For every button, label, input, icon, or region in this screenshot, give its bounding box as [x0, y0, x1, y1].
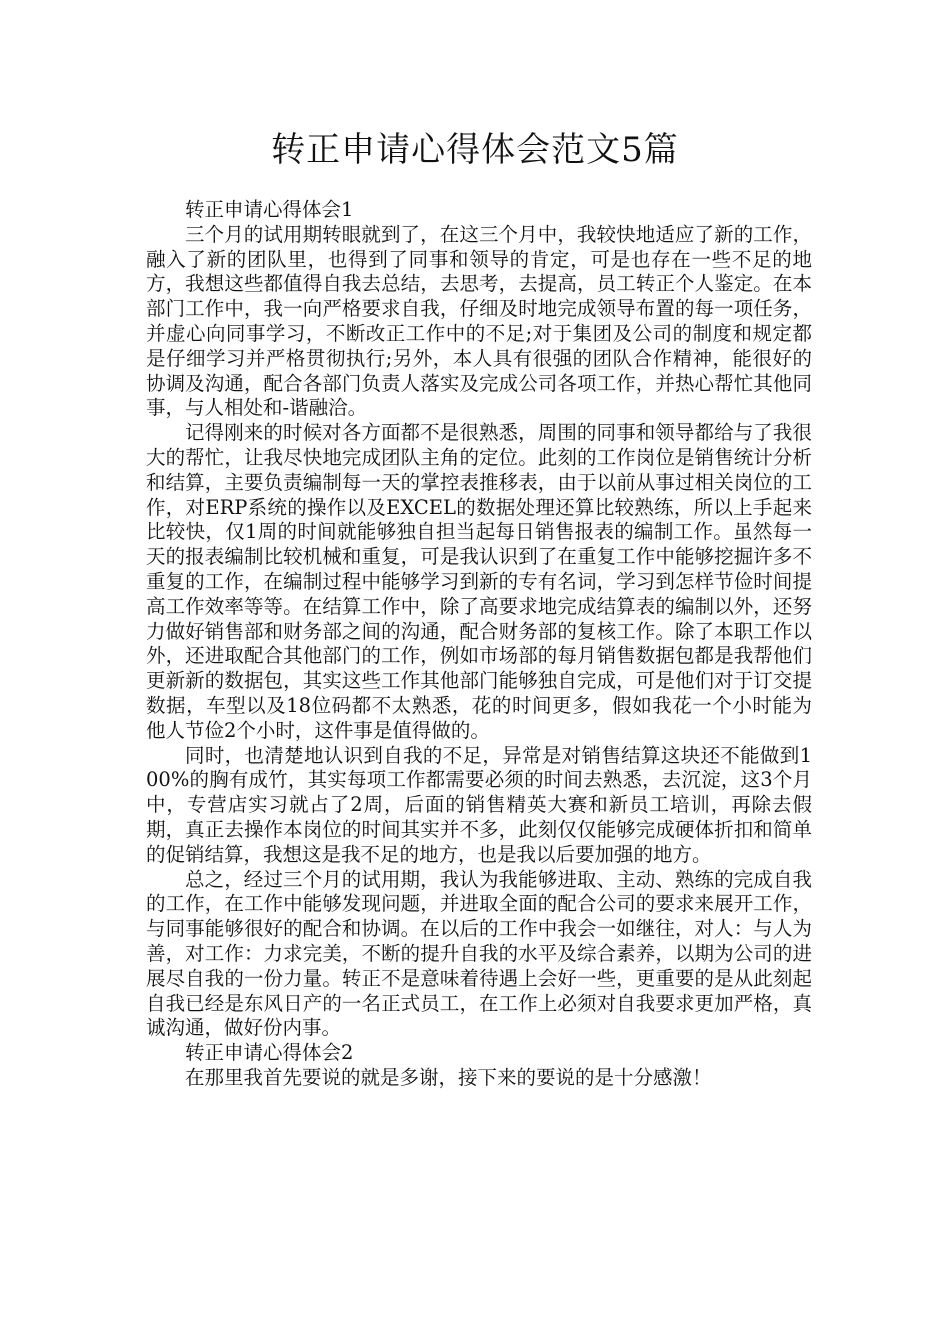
section-heading-1: 转正申请心得体会1 — [185, 198, 354, 221]
paragraph: 同时，也清楚地认识到自我的不足，异常是对销售结算这块还不能做到100%的胸有成竹，其实每项工作都需要必须的时间去熟悉，去沉淀，这3个月中，专营店实习就占了2周，后面的销售精英大赛和新员工培训，再除去假期，真正去操作本岗位的时间其实并不多，此刻仅仅能够完成硬体折扣和简单的促销结算，我想这是我不足的地方，也是我以后要加强的地方。 — [146, 743, 812, 866]
section-heading-2: 转正申请心得体会2 — [185, 1041, 354, 1065]
paragraph: 在那里我首先要说的就是多谢，接下来的要说的是十分感激！ — [185, 1065, 712, 1089]
document-body — [146, 198, 812, 1091]
paragraph: 三个月的试用期转眼就到了，在这三个月中，我较快地适应了新的工作，融入了新的团队里，也得到了同事和领导的肯定，可是也存在一些不足的地方，我想这些都值得自我去总结，去思考，去提高，员工转正个人鉴定。在本部门工作中，我一向严格要求自我，仔细及时地完成领导布置的每一项任务，并虚心向同事学习，不断改正工作中的不足;对于集团及公司的制度和规定都是仔细学习并严格贯彻执行;另外，本人具有很强的团队合作精神，能很好的协调及沟通，配合各部门负责人落实及完成公司各项工作，并热心帮忙其他同事，与人相处和-谐融洽。 — [146, 222, 812, 420]
paragraph: 记得刚来的时候对各方面都不是很熟悉，周围的同事和领导都给与了我很大的帮忙，让我尽快地完成团队主角的定位。此刻的工作岗位是销售统计分析和结算，主要负责编制每一天的掌控表推移表，由于以前从事过相关岗位的工作，对ERP系统的操作以及EXCEL的数据处理还算比较熟练，所以上手起来比较快，仅1周的时间就能够独自担当起每日销售报表的编制工作。虽然每一天的报表编制比较机械和重复，可是我认识到了在重复工作中能够挖掘许多不重复的工作，在编制过程中能够学习到新的专有名词，学习到怎样节俭时间提高工作效率等等。在结算工作中，除了高要求地完成结算表的编制以外，还努力做好销售部和财务部之间的沟通，配合财务部的复核工作。除了本职工作以外，还进取配合其他部门的工作，例如市场部的每月销售数据包都是我帮他们更新新的数据包，其实这些工作其他部门能够独自完成，可是他们对于订交提数据，车型以及18位码都不太熟悉，花的时间更多，假如我花一个小时能为他人节俭2个小时，这件事是值得做的。 — [146, 421, 812, 742]
paragraph: 总之，经过三个月的试用期，我认为我能够进取、主动、熟练的完成自我的工作，在工作中能够发现问题，并进取全面的配合公司的要求来展开工作，与同事能够很好的配合和协调。在以后的工作中我会一如继往，对人：与人为善，对工作：力求完美，不断的提升自我的水平及综合素养，以期为公司的进展尽自我的一份力量。转正不是意味着待遇上会好一些，更重要的是从此刻起自我已经是东风日产的一名正式员工，在工作上必须对自我要求更加严格，真诚沟通，做好份内事。 — [146, 867, 812, 1040]
page-title: 转正申请心得体会范文5篇 — [271, 130, 679, 170]
